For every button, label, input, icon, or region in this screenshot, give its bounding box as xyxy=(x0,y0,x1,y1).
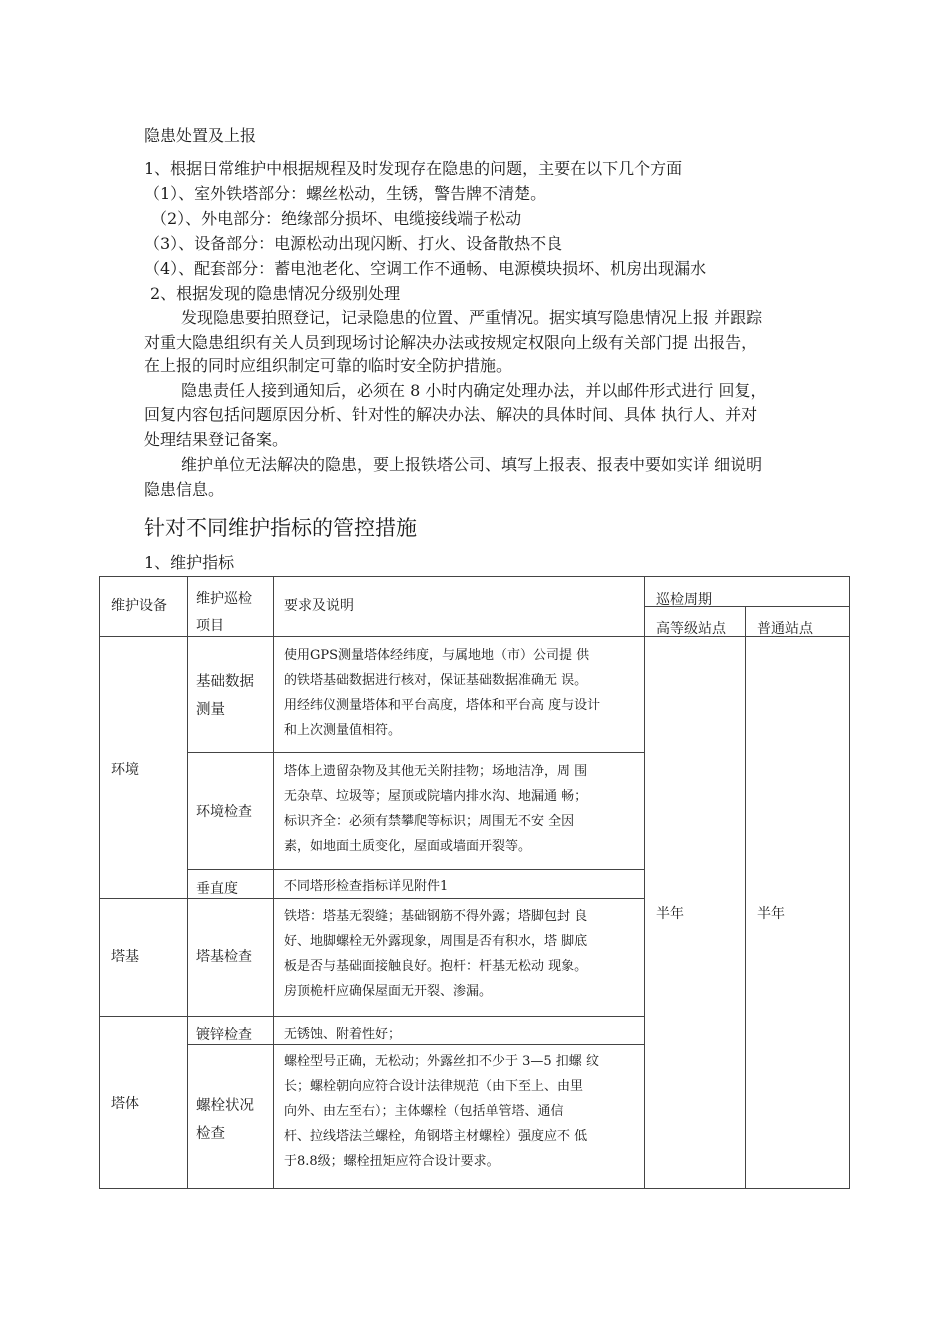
desc-line: 杆、拉线塔法兰螺栓，角钢塔主材螺栓）强度应不 低 xyxy=(284,1129,588,1144)
desc-line: 塔体上遗留杂物及其他无关附挂物；场地洁净，周 围 xyxy=(284,764,588,779)
desc-line: 铁塔：塔基无裂缝；基础钢筋不得外露；塔脚包封 良 xyxy=(284,909,588,924)
desc-line: 素，如地面土质变化，屋面或墙面开裂等。 xyxy=(284,839,532,854)
table-border xyxy=(187,576,188,1189)
table-border xyxy=(99,576,850,577)
header-requirement: 要求及说明 xyxy=(284,598,354,614)
desc-line: 向外、由左至右）；主体螺栓（包括单管塔、通信 xyxy=(284,1104,564,1119)
group-label: 塔基 xyxy=(111,949,139,965)
table-row-desc xyxy=(284,643,600,743)
section-heading: 隐患处置及上报 xyxy=(144,126,257,145)
table-border xyxy=(644,576,645,1189)
desc-line: 好、地脚螺栓无外露现象，周围是否有积水，塔 脚底 xyxy=(284,934,588,949)
list-item: 2、根据发现的隐患情况分级别处理 xyxy=(150,284,401,303)
paragraph-line: 隐患信息。 xyxy=(144,480,225,499)
paragraph-line: 回复内容包括问题原因分析、针对性的解决办法、解决的具体时间、具体 执行人、并对 xyxy=(144,405,758,424)
table-row-desc xyxy=(284,1049,599,1174)
desc-line: 的铁塔基础数据进行核对，保证基础数据准确无 误。 xyxy=(284,673,588,688)
table-row-item: 垂直度 xyxy=(196,881,238,897)
group-label: 环境 xyxy=(111,762,139,778)
table-border xyxy=(187,752,644,753)
table-row-desc xyxy=(284,904,587,1004)
desc-line: 长；螺栓朝向应符合设计法律规范（由下至上、由里 xyxy=(284,1079,584,1094)
table-caption: 1、维护指标 xyxy=(144,553,235,572)
desc-line: 板是否与基础面接触良好。抱杆：杆基无松动 现象。 xyxy=(284,959,588,974)
desc-line: 不同塔形检查指标详见附件1 xyxy=(284,879,449,894)
period-high-value: 半年 xyxy=(656,906,684,922)
table-border xyxy=(99,1188,850,1189)
list-item: （2）、外电部分：绝缘部分损坏、电缆接线端子松动 xyxy=(151,209,522,228)
table-border xyxy=(187,869,644,870)
paragraph-line: 在上报的同时应组织制定可靠的临时安全防护措施。 xyxy=(144,356,513,375)
header-item: 维护巡检 xyxy=(196,591,252,607)
desc-line: 螺栓型号正确，无松动；外露丝扣不少于 3—5 扣螺 纹 xyxy=(284,1054,599,1069)
paragraph-line: 处理结果登记备案。 xyxy=(144,430,289,449)
item-label: 基础数据 xyxy=(196,674,254,690)
table-border xyxy=(99,576,100,1189)
list-item: 1、根据日常维护中根据规程及时发现存在隐患的问题，主要在以下几个方面 xyxy=(144,159,683,178)
period-normal-value: 半年 xyxy=(757,906,785,922)
paragraph-line: 对重大隐患组织有关人员到现场讨论解决办法或按规定权限向上级有关部门提 出报告， xyxy=(144,333,758,352)
header-period: 巡检周期 xyxy=(656,592,712,608)
header-normal: 普通站点 xyxy=(757,621,813,637)
desc-line: 标识齐全：必须有禁攀爬等标识；周围无不安 全因 xyxy=(284,814,575,829)
item-label: 测量 xyxy=(196,702,225,718)
desc-line: 无锈蚀、附着性好； xyxy=(284,1027,402,1042)
section-heading: 针对不同维护指标的管控措施 xyxy=(144,516,417,540)
paragraph-line: 发现隐患要拍照登记，记录隐患的位置、严重情况。据实填写隐患情况上报 并跟踪 xyxy=(181,308,763,327)
group-label: 塔体 xyxy=(111,1096,139,1112)
desc-line: 和上次测量值相符。 xyxy=(284,723,402,738)
header-high-level: 高等级站点 xyxy=(656,621,726,637)
desc-line: 于8.8级；螺栓扭矩应符合设计要求。 xyxy=(284,1154,500,1169)
item-label: 螺栓状况 xyxy=(196,1098,254,1114)
desc-line: 房顶桅杆应确保屋面无开裂、渗漏。 xyxy=(284,984,493,999)
header-device: 维护设备 xyxy=(111,598,167,614)
table-row-item: 塔基检查 xyxy=(196,949,252,965)
list-item: （1）、室外铁塔部分：螺丝松动，生锈，警告牌不清楚。 xyxy=(144,184,547,203)
list-item: （4）、配套部分：蓄电池老化、空调工作不通畅、电源模块损坏、机房出现漏水 xyxy=(144,259,707,278)
table-row-desc xyxy=(284,1022,401,1047)
paragraph-line: 隐患责任人接到通知后，必须在 8 小时内确定处理办法，并以邮件形式进行 回复， xyxy=(181,381,767,400)
table-border xyxy=(849,576,850,1189)
desc-line: 使用GPS测量塔体经纬度，与属地地（市）公司提 供 xyxy=(284,648,590,663)
table-border xyxy=(99,636,850,637)
table-border xyxy=(99,1016,644,1017)
paragraph-line: 维护单位无法解决的隐患，要上报铁塔公司、填写上报表、报表中要如实详 细说明 xyxy=(181,455,763,474)
table-row-item: 环境检查 xyxy=(196,804,252,820)
desc-line: 用经纬仪测量塔体和平台高度，塔体和平台高 度与设计 xyxy=(284,698,601,713)
table-row-item xyxy=(196,668,254,724)
header-item: 项目 xyxy=(196,618,224,634)
table-border xyxy=(187,1044,644,1045)
table-row-desc xyxy=(284,759,587,859)
table-row-item xyxy=(196,1092,254,1148)
table-border xyxy=(273,576,274,1189)
list-item: （3）、设备部分：电源松动出现闪断、打火、设备散热不良 xyxy=(144,234,563,253)
desc-line: 无杂草、垃圾等；屋顶或院墙内排水沟、地漏通 畅； xyxy=(284,789,588,804)
table-border xyxy=(745,606,746,1189)
table-row-desc xyxy=(284,874,448,899)
item-label: 检查 xyxy=(196,1126,225,1142)
table-row-item: 镀锌检查 xyxy=(196,1027,252,1043)
